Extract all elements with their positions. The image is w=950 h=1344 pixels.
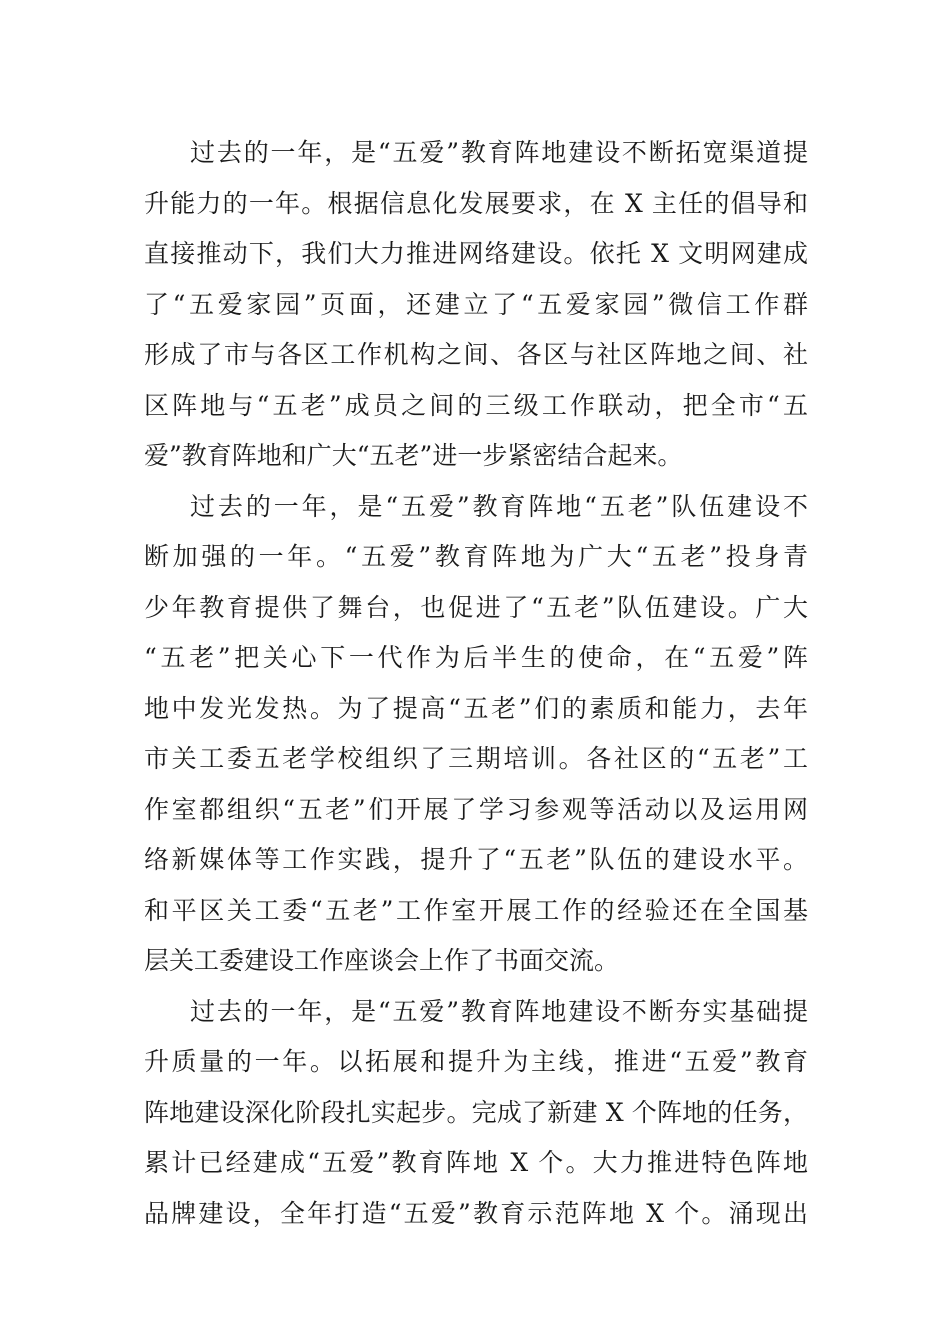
paragraph-1-line-4: 了“五爱家园”页面，还建立了“五爱家园”微信工作群 [144, 289, 808, 319]
paragraph-2-line-10: 层关工委建设工作座谈会上作了书面交流。 [144, 946, 620, 975]
paragraph-3-line-5: 品牌建设，全年打造“五爱”教育示范阵地 X 个。涌现出 [144, 1198, 808, 1228]
paragraph-1-line-3: 直接推动下，我们大力推进网络建设。依托 X 文明网建成 [144, 239, 808, 268]
paragraph-3-line-1: 过去的一年，是“五爱”教育阵地建设不断夯实基础提 [190, 996, 808, 1026]
paragraph-2-line-1: 过去的一年，是“五爱”教育阵地“五老”队伍建设不 [190, 491, 808, 521]
paragraph-2-line-4: “五老”把关心下一代作为后半生的使命，在“五爱”阵 [144, 643, 808, 672]
paragraph-3-line-2: 升质量的一年。以拓展和提升为主线，推进“五爱”教育 [144, 1047, 808, 1076]
paragraph-1-line-6: 区阵地与“五老”成员之间的三级工作联动，把全市“五 [144, 390, 808, 420]
paragraph-3-line-4: 累计已经建成“五爱”教育阵地 X 个。大力推进特色阵地 [144, 1148, 808, 1177]
paragraph-1-line-1: 过去的一年，是“五爱”教育阵地建设不断拓宽渠道提 [190, 138, 808, 167]
paragraph-1-line-7: 爱”教育阵地和广大“五老”进一步紧密结合起来。 [144, 441, 683, 470]
paragraph-2-line-6: 市关工委五老学校组织了三期培训。各社区的“五老”工 [144, 744, 808, 773]
paragraph-2-line-5: 地中发光发热。为了提高“五老”们的素质和能力，去年 [144, 693, 808, 723]
paragraph-1-line-2: 升能力的一年。根据信息化发展要求，在 X 主任的倡导和 [144, 188, 808, 218]
paragraph-2-line-3: 少年教育提供了舞台，也促进了“五老”队伍建设。广大 [144, 592, 808, 622]
paragraph-3-line-3: 阵地建设深化阶段扎实起步。完成了新建 X 个阵地的任务， [144, 1097, 808, 1127]
paragraph-1-line-5: 形成了市与各区工作机构之间、各区与社区阵地之间、社 [144, 340, 808, 369]
paragraph-2-line-7: 作室都组织“五老”们开展了学习参观等活动以及运用网 [144, 794, 808, 824]
document-body [144, 128, 808, 1239]
paragraph-2-line-8: 络新媒体等工作实践，提升了“五老”队伍的建设水平。 [144, 845, 808, 874]
paragraph-2-line-9: 和平区关工委“五老”工作室开展工作的经验还在全国基 [144, 895, 808, 925]
paragraph-2-line-2: 断加强的一年。“五爱”教育阵地为广大“五老”投身青 [144, 542, 808, 571]
